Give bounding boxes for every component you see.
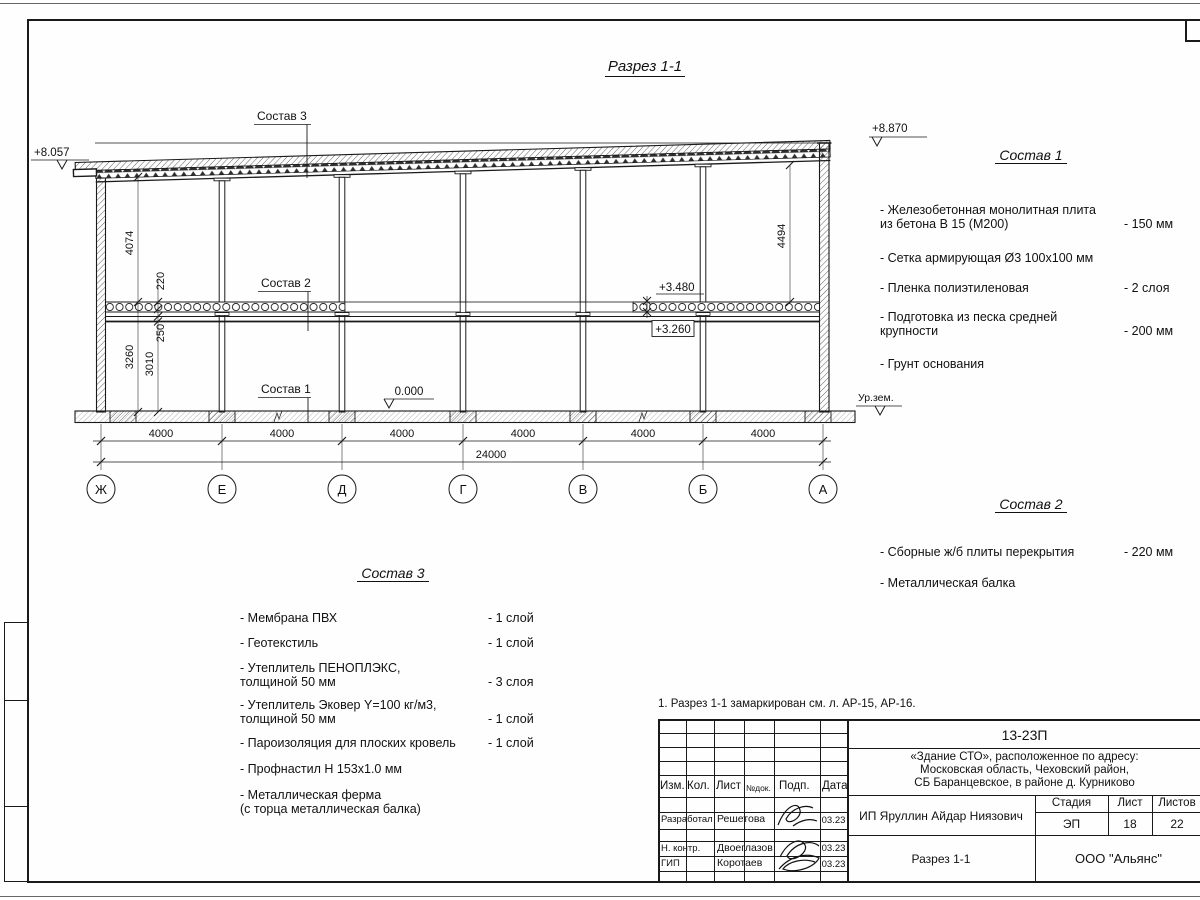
material-item: - Геотекстиль - 1 слой	[240, 636, 534, 650]
role-gip: ГИП	[661, 858, 680, 869]
ground-slab	[75, 411, 855, 423]
axis-label-e: Е	[217, 482, 227, 497]
axis-label-v: В	[578, 482, 588, 497]
signature-gip	[779, 841, 819, 871]
role-ncontrol: Н. контр.	[661, 843, 701, 854]
material-item: - Пароизоляция для плоских кровель - 1 слой	[240, 736, 534, 750]
material-item: - Утеплитель Эковер Y=100 кг/м3, толщиной 50 мм - 1 слой	[240, 698, 534, 726]
ground-level-label: Ур.зем.	[858, 392, 894, 404]
name-gip: Коротаев	[717, 857, 763, 869]
object-address-line3: СБ Баранцевское, в районе д. Курниково	[914, 777, 1135, 789]
elevation-slab-bottom: +3.260	[655, 324, 691, 336]
header-sheet: Лист	[1117, 797, 1143, 809]
callout-sostav3: Состав 3	[257, 109, 307, 123]
vertical-dimensions-left	[134, 173, 162, 416]
material-item: - Железобетонная монолитная плита из бетона В 15 (М200) - 150 мм	[880, 203, 1174, 231]
dim-bay-3: 4000	[389, 428, 415, 440]
signature-scribbles	[774, 795, 824, 880]
titleblock-grid-line	[847, 795, 1200, 796]
dim-slab: 220	[155, 271, 167, 291]
floor-slab	[106, 302, 820, 322]
titleblock-grid-line	[847, 748, 1200, 749]
titleblock-grid-line	[658, 733, 847, 734]
axis-label-d: Д	[337, 482, 347, 497]
roof-assembly	[73, 141, 830, 183]
composition-1-block	[880, 148, 1182, 378]
company-name: ООО "Альянс"	[1075, 851, 1162, 866]
date-gip: 03.23	[821, 859, 846, 870]
elevation-roof-left: +8.057	[34, 147, 70, 159]
header-kol: Кол.	[687, 780, 710, 792]
dim-bay-5: 4000	[630, 428, 656, 440]
material-item: - Сетка армирующая Ø3 100х100 мм	[880, 251, 1094, 265]
material-item: - Металлическая ферма (с торца металлическая балка)	[240, 788, 421, 816]
name-developed: Решетова	[717, 813, 766, 825]
material-item: - Металлическая балка	[880, 576, 1016, 590]
elevation-zero: 0.000	[394, 386, 424, 398]
object-address-line1: «Здание СТО», расположенное по адресу:	[910, 751, 1139, 763]
titleblock-grid-line	[847, 835, 1200, 836]
dim-roof-right: 4494	[776, 223, 788, 249]
date-developed: 03.23	[821, 815, 846, 826]
titleblock-left	[658, 719, 660, 882]
dim-bay-1: 4000	[148, 428, 174, 440]
titleblock-grid-line	[1035, 812, 1200, 813]
dim-bay-6: 4000	[750, 428, 776, 440]
drawing-title	[560, 58, 730, 77]
titleblock-grid-line	[714, 719, 715, 882]
header-podp: Подп.	[779, 780, 810, 792]
titleblock-grid-line	[658, 761, 847, 762]
role-developed: Разработал	[661, 814, 713, 825]
callout-sostav2: Состав 2	[261, 276, 311, 290]
axis-label-b: Б	[698, 482, 708, 497]
name-ncontrol: Двоеглазов	[717, 842, 773, 854]
horizontal-dimensions	[93, 424, 831, 470]
titleblock-grid-line	[658, 775, 847, 776]
header-data: Дата	[822, 780, 848, 792]
header-sheets: Листов	[1158, 797, 1196, 809]
header-izm: Изм.	[660, 780, 685, 792]
composition-3-block	[240, 566, 546, 826]
sheet-number: 18	[1123, 817, 1137, 831]
dim-floor-inner: 3010	[144, 351, 156, 377]
material-item: - Профнастил Н 153х1.0 мм	[240, 762, 403, 776]
elevation-roof-right: +8.870	[872, 123, 908, 135]
composition-2-block	[880, 497, 1182, 597]
titleblock-top	[658, 719, 1200, 721]
signature-developed	[778, 805, 817, 826]
drawing-title-text: Разрез 1-1	[605, 58, 685, 77]
material-item: - Пленка полиэтиленовая - 2 слоя	[880, 281, 1170, 295]
header-ndok: №док.	[746, 783, 771, 793]
dim-roof-left: 4074	[124, 230, 136, 256]
composition-3-title: Состав 3	[240, 566, 546, 582]
composition-2-title: Состав 2	[880, 497, 1182, 513]
dim-total: 24000	[475, 449, 507, 461]
dim-beam: 250	[155, 323, 167, 343]
sheet-note: 1. Разрез 1-1 замаркирован см. л. АР-15, АР-16.	[658, 698, 916, 710]
object-address-line2: Московская область, Чеховский район,	[920, 764, 1129, 776]
document-code: 13-23П	[1001, 727, 1048, 743]
dim-bay-2: 4000	[269, 428, 295, 440]
elevation-slab-top: +3.480	[659, 282, 695, 294]
material-item: - Мембрана ПВХ - 1 слой	[240, 611, 534, 625]
date-ncontrol: 03.23	[821, 843, 846, 854]
composition-1-title: Состав 1	[880, 148, 1182, 164]
axis-label-zh: Ж	[94, 482, 108, 497]
axis-label-g: Г	[459, 482, 467, 497]
material-item: - Подготовка из песка средней крупности - 200 мм	[880, 310, 1174, 338]
material-item: - Грунт основания	[880, 357, 985, 371]
header-stage: Стадия	[1051, 797, 1092, 809]
dim-floor-left: 3260	[124, 344, 136, 370]
titleblock-grid-line	[686, 719, 687, 882]
dim-bay-4: 4000	[510, 428, 536, 440]
titleblock-bottom	[658, 881, 1200, 883]
stage-value: ЭП	[1062, 817, 1081, 831]
axis-label-a: А	[818, 482, 828, 497]
header-list: Лист	[716, 780, 741, 792]
roof-drip-edge	[73, 169, 96, 177]
wall-right	[820, 143, 830, 412]
material-item: - Сборные ж/б плиты перекрытия - 220 мм	[880, 545, 1174, 559]
client-name: ИП Яруллин Айдар Ниязович	[859, 809, 1023, 823]
titleblock-grid-line	[658, 747, 847, 748]
wall-left	[97, 178, 106, 412]
sheets-total: 22	[1170, 817, 1184, 831]
material-item: - Утеплитель ПЕНОПЛЭКС, толщиной 50 мм - 3 слоя	[240, 661, 534, 689]
callout-sostav1: Состав 1	[261, 382, 311, 396]
drawing-name-cell: Разрез 1-1	[911, 852, 971, 866]
